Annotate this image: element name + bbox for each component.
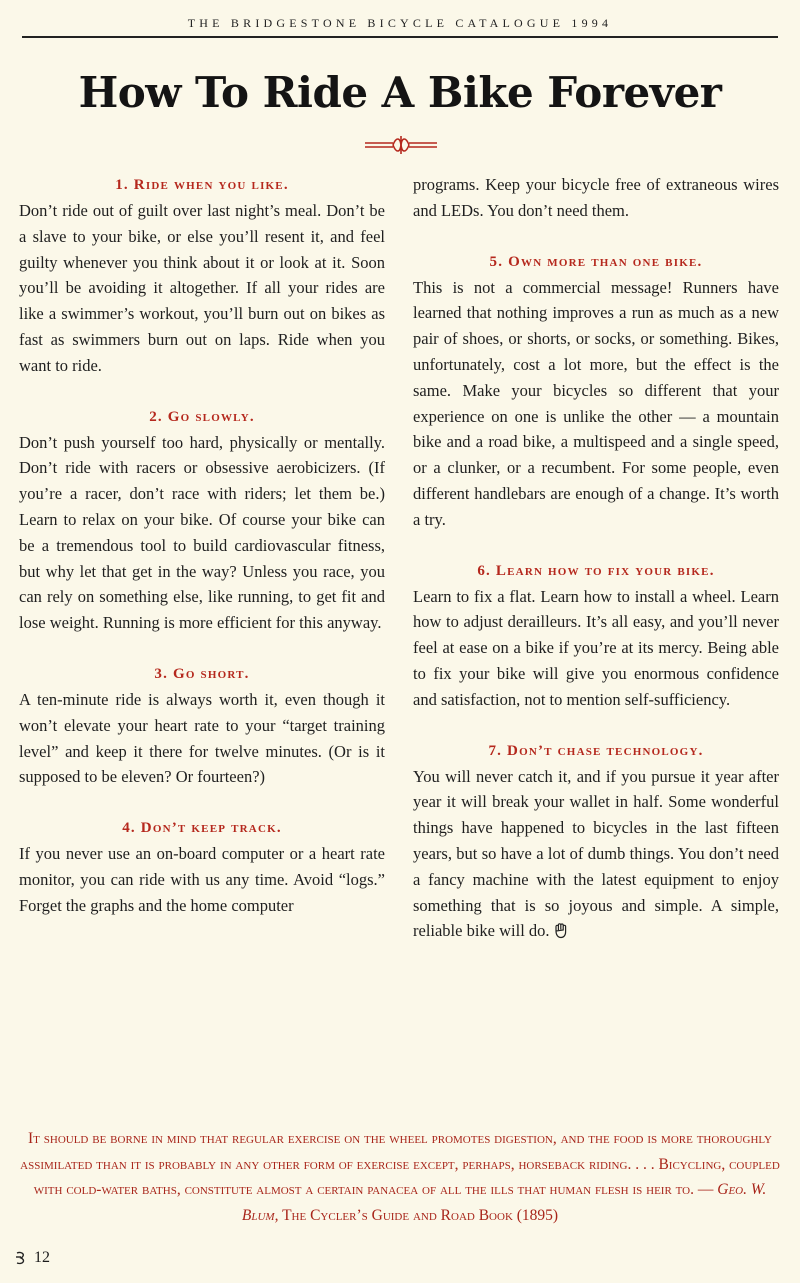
catalogue-header-text: THE BRIDGESTONE BICYCLE CATALOGUE 1994: [187, 16, 613, 30]
quote-source: The Cycler’s Guide and Road Book (1895): [282, 1206, 559, 1224]
page-number: 12: [34, 1249, 50, 1266]
section-body-5: This is not a commercial message! Runners have learned that nothing improves a run as much as a new pair of shoes, or shorts, or socks, or something. Bikes, unfortunately, cost a lot more, but the effect is the same. Make your bicycles so different that your experience on one is unlike the other — a mountain bike and a road bike, a multispeed and a single speed, or a clunker, or a recumbent. For some people, even different handlebars are enough of a change. It’s worth a try.: [413, 277, 779, 529]
section-heading-4: 4. Don’t keep track.: [122, 820, 282, 837]
quote-text: It should be borne in mind that regular exercise on the wheel promotes digestion, and the food is more thoroughly assimilated than it is probably in any other form of exercise except, perhaps, horseback riding. . . . Bicycling, coupled with cold-water baths, constitute almost a certain panacea of all the ills that human flesh is heir to. —: [20, 1130, 780, 1198]
right-column: [413, 172, 779, 944]
quote-author: Geo. W. Blum,: [241, 1181, 767, 1224]
section-body-4-right: programs. Keep your bicycle free of extraneous wires and LEDs. You don’t need them.: [413, 175, 779, 220]
section-body-4-left: If you never use an on-board computer or a heart rate monitor, you can ride with us any time. Avoid “logs.” Forget the graphs and the home computer: [19, 844, 385, 915]
section-heading-3: 3. Go short.: [154, 665, 250, 682]
running-header: [22, 10, 778, 38]
flourish-ornament-icon: [363, 134, 439, 156]
section-heading-6: 6. Learn how to fix your bike.: [477, 562, 715, 579]
page-footer: [14, 1249, 50, 1267]
section-heading-2: 2. Go slowly.: [149, 408, 255, 425]
section-body-6: Learn to fix a flat. Learn how to install a wheel. Learn how to adjust derailleurs. It’s all easy, and you’ll never feel at ease on a bike if you’re at its mercy. Being able to fix your bike will give you enormous confidence and satisfaction, not to mention self-sufficiency.: [413, 586, 779, 709]
section-body-2: Don’t push yourself too hard, physically or mentally. Don’t ride with racers or obsessive aerobicizers. (If you’re a racer, don’t race with riders; let them be.) Learn to relax on your bike. Of course your bike can be a tremendous tool to build cardiovascular fitness, but why let that get in the way? Unless you race, you can rely on something else, like running, to get fit and lose weight. Running is more efficient for this anyway.: [19, 432, 385, 633]
glove-end-mark-icon: [553, 922, 570, 939]
section-heading-5: 5. Own more than one bike.: [489, 253, 703, 270]
section-body-3: A ten-minute ride is always worth it, even though it won’t elevate your heart rate to your “target training level” and keep it there for twelve minutes. (Or is it supposed to be eleven? Or fourteen?): [19, 689, 385, 787]
page-title: How To Ride A Bike Forever: [78, 68, 722, 117]
epigraph-quote: [20, 1126, 780, 1228]
section-body-7-text: You will never catch it, and if you pursue it year after year it will break your wallet in half. Some wonderful things have happened to bicycles in the last fifteen years, but so have a lot of dumb things. You don’t need a fancy machine with the latest equipment to enjoy something that is so joyous and simple. A simple, reliable bike will do.: [413, 766, 779, 941]
section-body-7: [413, 764, 779, 945]
section-heading-1: 1. Ride when you like.: [115, 177, 289, 193]
section-body-1: Don’t ride out of guilt over last night’s meal. Don’t be a slave to your bike, or else you’ll resent it, and feel guilty whenever you think about it or look at it. Soon you’ll be avoiding it altogether. If all your rides are like a swimmer’s workout, you’ll burn out on bikes as fast as swimmers burn out on laps. Ride when you want to ride.: [19, 201, 385, 375]
section-heading-7: 7. Don’t chase technology.: [488, 742, 704, 759]
flourish-page-icon: [14, 1250, 30, 1266]
left-column: [19, 172, 385, 919]
